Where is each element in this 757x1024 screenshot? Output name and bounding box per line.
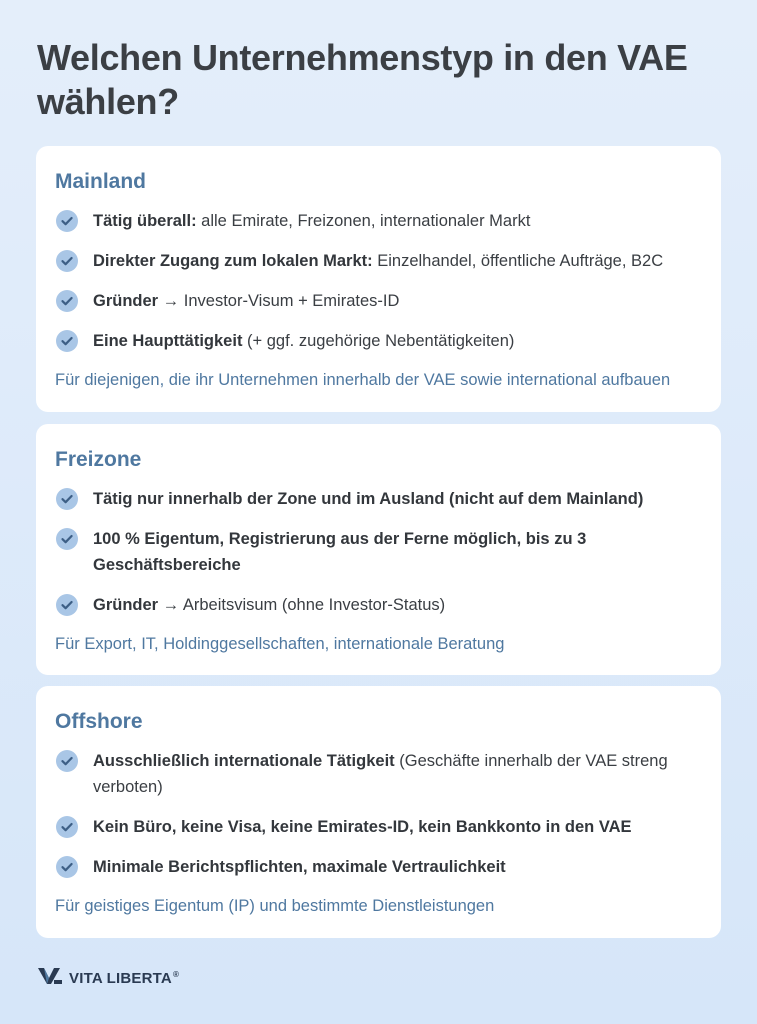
list-item [55, 486, 701, 512]
list-item [55, 592, 701, 618]
item-bold: Gründer [93, 292, 159, 310]
list-item [55, 208, 701, 234]
card-note: Für geistiges Eigentum (IP) und bestimmte Dienstleistungen [55, 897, 495, 915]
item-bold: 100 % Eigentum, Registrierung aus der Ferne möglich, bis zu 3 Geschäftsbereiche [93, 530, 587, 574]
item-bold: Direkter Zugang zum lokalen Markt: [93, 252, 373, 270]
list-item [55, 288, 701, 314]
item-bold: Minimale Berichtspflichten, maximale Vertraulichkeit [93, 858, 506, 876]
page-title: Welchen Unternehmenstyp in den VAE wählen? [37, 37, 688, 122]
list-item [55, 854, 701, 880]
card-mainland [36, 146, 721, 412]
list-item [55, 248, 701, 274]
list-item [55, 526, 701, 578]
check-icon [56, 330, 78, 352]
card-note: Für Export, IT, Holdinggesellschaften, internationale Beratung [55, 635, 505, 653]
check-icon [56, 856, 78, 878]
check-icon [56, 528, 78, 550]
item-text: → Investor-Visum + Emirates-ID [158, 292, 400, 310]
item-text: → Arbeitsvisum (ohne Investor-Status) [158, 596, 446, 614]
item-bold: Gründer [93, 596, 159, 614]
check-icon [56, 210, 78, 232]
item-bold: Kein Büro, keine Visa, keine Emirates-ID, kein Bankkonto in den VAE [93, 818, 632, 836]
card-note: Für diejenigen, die ihr Unternehmen innerhalb der VAE sowie international aufbauen [55, 371, 671, 389]
check-icon [56, 816, 78, 838]
list-item [55, 328, 701, 354]
check-icon [56, 488, 78, 510]
check-icon [56, 750, 78, 772]
item-bold: Eine Haupttätigkeit [93, 332, 243, 350]
card-heading: Freizone [55, 448, 142, 471]
item-text: Einzelhandel, öffentliche Aufträge, B2C [372, 252, 664, 270]
card-heading: Mainland [55, 170, 147, 193]
check-icon [56, 594, 78, 616]
card-heading: Offshore [55, 710, 143, 733]
item-bold: Tätig überall: [93, 212, 197, 230]
vita-liberta-logo-icon [37, 966, 63, 991]
item-bold: Tätig nur innerhalb der Zone und im Ausland (nicht auf dem Mainland) [93, 490, 644, 508]
check-icon [56, 290, 78, 312]
list-item [55, 814, 701, 840]
card-freizone [36, 424, 721, 675]
item-text: (+ ggf. zugehörige Nebentätigkeiten) [242, 332, 515, 350]
item-text: (Geschäfte innerhalb der VAE streng verboten) [93, 752, 668, 796]
list-item [55, 748, 701, 800]
logo-text: VITA LIBERTA® [69, 969, 180, 987]
item-text: alle Emirate, Freizonen, internationaler Markt [196, 212, 531, 230]
check-icon [56, 250, 78, 272]
registered-mark: ® [172, 969, 180, 979]
item-bold: Ausschließlich internationale Tätigkeit [93, 752, 395, 770]
card-offshore [36, 686, 721, 938]
brand-logo [37, 965, 179, 991]
